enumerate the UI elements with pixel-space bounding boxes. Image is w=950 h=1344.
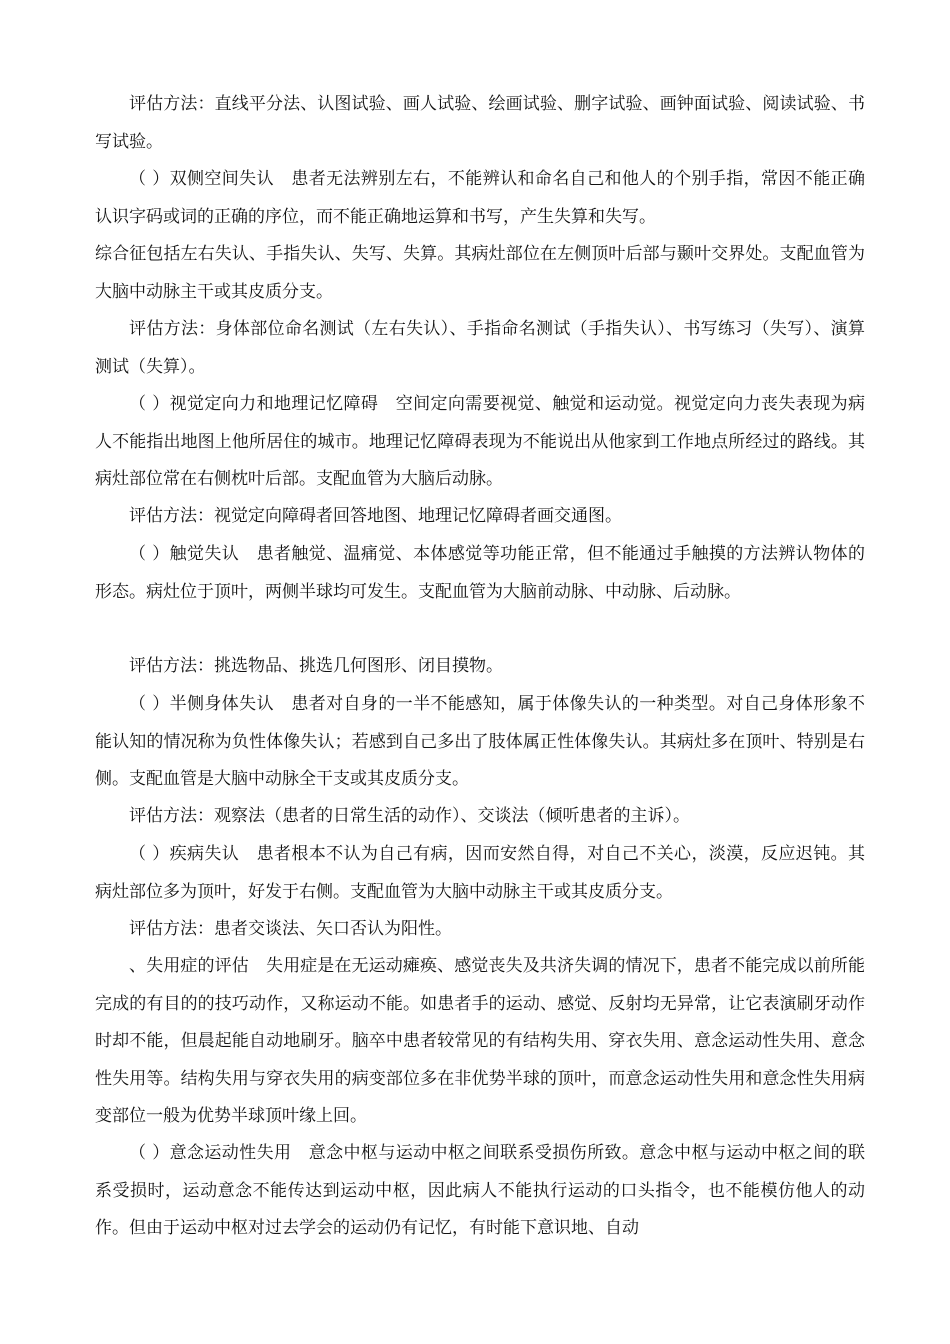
paragraph-hemisomatagnosia: （ ）半侧身体失认 患者对自身的一半不能感知，属于体像失认的一种类型。对自己身体形象不能认知的情况称为负性体像失认；若感到自己多出了肢体属正性体像失认。其病灶多在顶叶、特别是右侧。支配血管是大脑中动脉全干支或其皮质分支。 <box>95 694 865 789</box>
paragraph-assessment-methods-5: 评估方法：观察法（患者的日常生活的动作）、交谈法（倾听患者的主诉）。 <box>129 806 690 826</box>
paragraph-assessment-methods-3: 评估方法：视觉定向障碍者回答地图、地理记忆障碍者画交通图。 <box>129 506 622 526</box>
paragraph-apraxia-assessment: 、失用症的评估 失用症是在无运动瘫痪、感觉丧失及共济失调的情况下，患者不能完成以前所能完成的有目的的技巧动作，又称运动不能。如患者手的运动、感觉、反射均无异常，让它表演刷牙动作时却不能，但晨起能自动地刷牙。脑卒中患者较常见的有结构失用、穿衣失用、意念运动性失用、意念性失用等。结构失用与穿衣失用的病变部位多在非优势半球的顶叶，而意念运动性失用和意念性失用病变部位一般为优势半球顶叶缘上回。 <box>95 956 865 1126</box>
paragraph-tactile-agnosia: （ ）触觉失认 患者触觉、温痛觉、本体感觉等功能正常，但不能通过手触摸的方法辨认物体的形态。病灶位于顶叶，两侧半球均可发生。支配血管为大脑前动脉、中动脉、后动脉。 <box>95 544 865 602</box>
paragraph-visual-orientation: （ ）视觉定向力和地理记忆障碍 空间定向需要视觉、触觉和运动觉。视觉定向力丧失表现为病人不能指出地图上他所居住的城市。地理记忆障碍表现为不能说出从他家到工作地点所经过的路线。其病灶部位常在右侧枕叶后部。支配血管为大脑后动脉。 <box>95 394 865 489</box>
paragraph-assessment-methods-4: 评估方法：挑选物品、挑选几何图形、闭目摸物。 <box>129 656 503 676</box>
paragraph-bilateral-spatial-agnosia: （ ）双侧空间失认 患者无法辨别左右，不能辨认和命名自己和他人的个别手指，常因不能正确认识字码或词的正确的序位，而不能正确地运算和书写，产生失算和失写。 <box>95 169 865 227</box>
paragraph-assessment-methods-6: 评估方法：患者交谈法、矢口否认为阳性。 <box>129 919 452 939</box>
paragraph-anosognosia: （ ）疾病失认 患者根本不认为自己有病，因而安然自得，对自己不关心，淡漠，反应迟钝。其病灶部位多为顶叶，好发于右侧。支配血管为大脑中动脉主干或其皮质分支。 <box>95 844 865 902</box>
paragraph-assessment-methods-1: 评估方法：直线平分法、认图试验、画人试验、绘画试验、删字试验、画钟面试验、阅读试验、书写试验。 <box>95 94 865 152</box>
paragraph-syndrome-description: 综合征包括左右失认、手指失认、失写、失算。其病灶部位在左侧顶叶后部与颞叶交界处。支配血管为大脑中动脉主干或其皮质分支。 <box>95 244 865 302</box>
paragraph-ideomotor-apraxia: （ ）意念运动性失用 意念中枢与运动中枢之间联系受损伤所致。意念中枢与运动中枢之间的联系受损时，运动意念不能传达到运动中枢，因此病人不能执行运动的口头指令，也不能模仿他人的动作。但由于运动中枢对过去学会的运动仍有记忆，有时能下意识地、自动 <box>95 1143 865 1238</box>
paragraph-assessment-methods-2: 评估方法：身体部位命名测试（左右失认）、手指命名测试（手指失认）、书写练习（失写）、演算测试（失算）。 <box>95 319 865 377</box>
